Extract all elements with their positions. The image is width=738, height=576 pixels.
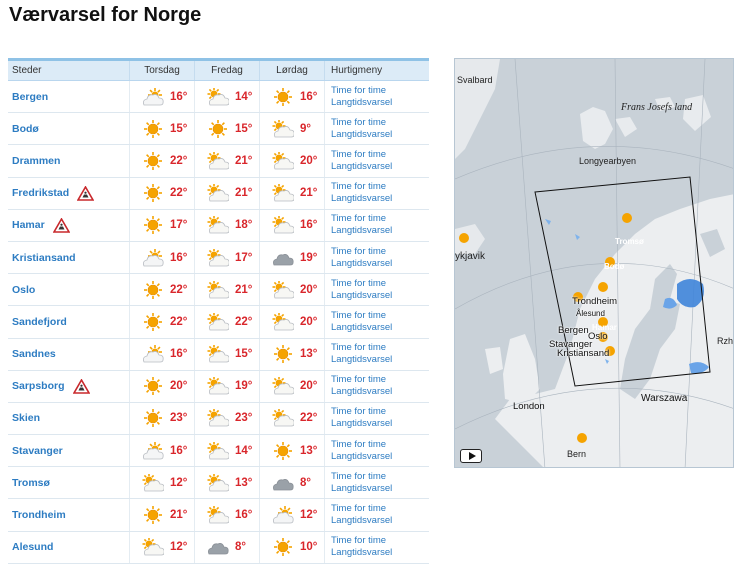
temperature: 12° bbox=[300, 509, 318, 522]
temperature: 16° bbox=[170, 90, 188, 103]
map-label-bern: Bern bbox=[567, 449, 587, 459]
long-term-forecast-link[interactable]: Langtidsvarsel bbox=[331, 547, 393, 559]
map-label-bodo: Bodø bbox=[604, 262, 625, 271]
place-link[interactable]: Sandefjord bbox=[12, 315, 67, 328]
temperature: 19° bbox=[235, 380, 253, 393]
forecast-cell[interactable] bbox=[259, 178, 324, 209]
forecast-cell[interactable] bbox=[194, 435, 259, 466]
temperature: 15° bbox=[235, 122, 253, 135]
sun-icon bbox=[272, 345, 294, 363]
long-term-forecast-link[interactable]: Langtidsvarsel bbox=[331, 386, 393, 398]
map-background bbox=[455, 59, 734, 468]
place-link[interactable]: Sandnes bbox=[12, 348, 56, 361]
place-link[interactable]: Tromsø bbox=[12, 476, 50, 489]
forecast-cell[interactable] bbox=[259, 81, 324, 112]
temperature: 23° bbox=[235, 412, 253, 425]
place-link[interactable]: Stavanger bbox=[12, 444, 63, 457]
long-term-forecast-link[interactable]: Langtidsvarsel bbox=[331, 450, 393, 462]
map-label-stavanger: Stavanger bbox=[549, 339, 593, 350]
forecast-cell[interactable] bbox=[259, 306, 324, 337]
sun-cloud-icon bbox=[207, 281, 229, 299]
map-label-reykjavik: ykjavik bbox=[455, 251, 486, 262]
place-cell bbox=[8, 435, 129, 466]
temperature: 22° bbox=[170, 154, 188, 167]
map-sun-icon bbox=[573, 429, 591, 447]
map-label-svalbard: Svalbard bbox=[457, 75, 493, 85]
temperature: 16° bbox=[300, 219, 318, 232]
map-label-frans-josef: Frans Josefs land bbox=[621, 102, 693, 113]
table-row bbox=[8, 113, 429, 145]
hour-by-hour-link[interactable]: Time for time bbox=[331, 374, 387, 386]
table-row bbox=[8, 435, 429, 467]
temperature: 22° bbox=[235, 315, 253, 328]
forecast-cell[interactable] bbox=[129, 371, 194, 402]
place-cell bbox=[8, 178, 129, 209]
hour-by-hour-link[interactable]: Time for time bbox=[331, 84, 387, 96]
place-link[interactable]: Drammen bbox=[12, 154, 61, 167]
sun-icon bbox=[272, 538, 294, 556]
map-label-london: London bbox=[513, 401, 545, 412]
place-cell bbox=[8, 403, 129, 434]
map-label-alesund: Ålesund bbox=[576, 309, 605, 318]
forecast-cell[interactable] bbox=[129, 467, 194, 498]
sun-cloud-icon bbox=[207, 506, 229, 524]
place-link[interactable]: Bodø bbox=[12, 122, 39, 135]
temperature: 9° bbox=[300, 122, 311, 135]
temperature: 21° bbox=[170, 509, 188, 522]
sun-icon bbox=[142, 216, 164, 234]
temperature: 22° bbox=[300, 412, 318, 425]
table-row bbox=[8, 145, 429, 177]
forecast-table bbox=[8, 58, 429, 564]
map-label-trondheim: Trondheim bbox=[572, 296, 618, 307]
forecast-cell[interactable] bbox=[259, 274, 324, 305]
forecast-cell[interactable] bbox=[259, 435, 324, 466]
map-label-longyearbyen: Longyearbyen bbox=[579, 156, 637, 166]
temperature: 10° bbox=[300, 541, 318, 554]
table-row bbox=[8, 210, 429, 242]
hour-by-hour-link[interactable]: Time for time bbox=[331, 245, 387, 257]
table-row bbox=[8, 499, 429, 531]
place-link[interactable]: Sarpsborg bbox=[12, 380, 65, 393]
forecast-cell[interactable] bbox=[259, 242, 324, 273]
forecast-cell[interactable] bbox=[129, 145, 194, 176]
temperature: 18° bbox=[235, 219, 253, 232]
quickmenu-cell bbox=[324, 339, 429, 370]
forecast-cell[interactable] bbox=[259, 532, 324, 563]
forecast-cell[interactable] bbox=[194, 242, 259, 273]
cloud-icon bbox=[272, 474, 294, 492]
forecast-cell[interactable] bbox=[194, 274, 259, 305]
place-cell bbox=[8, 532, 129, 563]
quickmenu-cell bbox=[324, 242, 429, 273]
hour-by-hour-link[interactable]: Time for time bbox=[331, 406, 387, 418]
sun-cloud-icon bbox=[207, 345, 229, 363]
sun-cloud-icon bbox=[272, 377, 294, 395]
table-row bbox=[8, 242, 429, 274]
long-term-forecast-link[interactable]: Langtidsvarsel bbox=[331, 225, 393, 237]
forecast-cell[interactable] bbox=[129, 210, 194, 241]
temperature: 13° bbox=[300, 348, 318, 361]
forecast-cell[interactable] bbox=[129, 403, 194, 434]
weather-map[interactable] bbox=[454, 58, 734, 468]
forecast-cell[interactable] bbox=[129, 178, 194, 209]
partly-sunny-icon bbox=[142, 442, 164, 460]
table-row bbox=[8, 403, 429, 435]
forecast-cell[interactable] bbox=[259, 113, 324, 144]
place-cell bbox=[8, 499, 129, 530]
long-term-forecast-link[interactable]: Langtidsvarsel bbox=[331, 193, 393, 205]
temperature: 17° bbox=[235, 251, 253, 264]
forecast-cell[interactable] bbox=[259, 403, 324, 434]
forecast-cell[interactable] bbox=[194, 403, 259, 434]
forecast-cell[interactable] bbox=[129, 113, 194, 144]
sun-icon bbox=[142, 313, 164, 331]
quickmenu-cell bbox=[324, 467, 429, 498]
forecast-cell[interactable] bbox=[194, 210, 259, 241]
temperature: 20° bbox=[300, 154, 318, 167]
hour-by-hour-link[interactable]: Time for time bbox=[331, 342, 387, 354]
temperature: 22° bbox=[170, 315, 188, 328]
quickmenu-cell bbox=[324, 210, 429, 241]
long-term-forecast-link[interactable]: Langtidsvarsel bbox=[331, 482, 393, 494]
place-cell bbox=[8, 210, 129, 241]
sun-icon bbox=[207, 120, 229, 138]
temperature: 21° bbox=[235, 283, 253, 296]
temperature: 16° bbox=[300, 90, 318, 103]
map-label-rzh: Rzh bbox=[717, 336, 734, 346]
temperature: 22° bbox=[170, 187, 188, 200]
temperature: 22° bbox=[170, 283, 188, 296]
play-icon bbox=[469, 452, 476, 460]
forecast-cell[interactable] bbox=[129, 81, 194, 112]
temperature: 21° bbox=[235, 154, 253, 167]
sun-icon bbox=[272, 88, 294, 106]
long-term-forecast-link[interactable]: Langtidsvarsel bbox=[331, 289, 393, 301]
map-label-hamar: Hamar bbox=[592, 323, 617, 332]
temperature: 20° bbox=[300, 380, 318, 393]
temperature: 8° bbox=[300, 476, 311, 489]
map-sun-icon bbox=[595, 279, 611, 295]
sun-cloud-icon bbox=[272, 281, 294, 299]
forecast-cell[interactable] bbox=[194, 339, 259, 370]
forecast-cell[interactable] bbox=[194, 306, 259, 337]
quickmenu-cell bbox=[324, 371, 429, 402]
place-link[interactable]: Skien bbox=[12, 412, 41, 425]
map-label-kristiansand: Kristiansand bbox=[557, 348, 610, 359]
forecast-cell[interactable] bbox=[259, 499, 324, 530]
long-term-forecast-link[interactable]: Langtidsvarsel bbox=[331, 515, 393, 527]
forecast-cell[interactable] bbox=[194, 145, 259, 176]
place-link[interactable]: Trondheim bbox=[12, 509, 66, 522]
forecast-cell[interactable] bbox=[129, 242, 194, 273]
sun-icon bbox=[142, 377, 164, 395]
long-term-forecast-link[interactable]: Langtidsvarsel bbox=[331, 160, 393, 172]
place-cell bbox=[8, 339, 129, 370]
sun-cloud-icon bbox=[207, 88, 229, 106]
map-sun-icon bbox=[455, 229, 473, 247]
sun-icon bbox=[272, 442, 294, 460]
quickmenu-cell bbox=[324, 274, 429, 305]
table-row bbox=[8, 274, 429, 306]
sun-cloud-icon bbox=[272, 152, 294, 170]
quickmenu-cell bbox=[324, 403, 429, 434]
temperature: 16° bbox=[170, 444, 188, 457]
temperature: 20° bbox=[300, 315, 318, 328]
table-row bbox=[8, 178, 429, 210]
place-link[interactable]: Fredrikstad bbox=[12, 187, 70, 200]
table-row bbox=[8, 339, 429, 371]
sun-icon bbox=[142, 281, 164, 299]
temperature: 21° bbox=[235, 187, 253, 200]
forecast-cell[interactable] bbox=[259, 145, 324, 176]
sun-cloud-icon bbox=[207, 249, 229, 267]
sun-cloud-icon bbox=[207, 474, 229, 492]
place-link[interactable]: Alesund bbox=[12, 541, 54, 554]
temperature: 20° bbox=[170, 380, 188, 393]
hour-by-hour-link[interactable]: Time for time bbox=[331, 503, 387, 515]
place-cell bbox=[8, 242, 129, 273]
cloud-icon bbox=[207, 538, 229, 556]
table-row bbox=[8, 81, 429, 113]
sun-cloud-icon bbox=[207, 377, 229, 395]
sun-icon bbox=[142, 409, 164, 427]
header-friday: Fredag bbox=[194, 61, 259, 80]
map-label-oslo: Oslo bbox=[588, 331, 608, 342]
partly-sunny-icon bbox=[142, 249, 164, 267]
map-sun-icon bbox=[618, 209, 636, 227]
map-label-bergen: Bergen bbox=[558, 325, 589, 336]
temperature: 16° bbox=[235, 509, 253, 522]
map-label-tromso: Tromsø bbox=[615, 237, 644, 246]
partly-sunny-icon bbox=[142, 345, 164, 363]
table-row bbox=[8, 467, 429, 499]
temperature: 23° bbox=[170, 412, 188, 425]
hour-by-hour-link[interactable]: Time for time bbox=[331, 470, 387, 482]
sun-cloud-icon bbox=[207, 152, 229, 170]
forecast-cell[interactable] bbox=[194, 81, 259, 112]
temperature: 19° bbox=[300, 251, 318, 264]
sun-cloud-icon bbox=[272, 216, 294, 234]
hour-by-hour-link[interactable]: Time for time bbox=[331, 535, 387, 547]
warning-triangle-icon[interactable] bbox=[73, 379, 90, 394]
header-saturday: Lørdag bbox=[259, 61, 324, 80]
sun-cloud-icon bbox=[142, 538, 164, 556]
place-cell bbox=[8, 371, 129, 402]
temperature: 12° bbox=[170, 476, 188, 489]
temperature: 15° bbox=[235, 348, 253, 361]
quickmenu-cell bbox=[324, 113, 429, 144]
table-row bbox=[8, 532, 429, 564]
table-row bbox=[8, 306, 429, 338]
place-link[interactable]: Oslo bbox=[12, 283, 36, 296]
table-header bbox=[8, 61, 429, 81]
temperature: 20° bbox=[300, 283, 318, 296]
forecast-cell[interactable] bbox=[194, 467, 259, 498]
sun-cloud-icon bbox=[142, 474, 164, 492]
sun-cloud-icon bbox=[272, 184, 294, 202]
long-term-forecast-link[interactable]: Langtidsvarsel bbox=[331, 128, 393, 140]
forecast-cell[interactable] bbox=[129, 274, 194, 305]
sun-cloud-icon bbox=[207, 313, 229, 331]
place-cell bbox=[8, 467, 129, 498]
table-body bbox=[8, 81, 429, 564]
forecast-cell[interactable] bbox=[259, 467, 324, 498]
forecast-cell[interactable] bbox=[194, 113, 259, 144]
sun-cloud-icon bbox=[272, 120, 294, 138]
forecast-cell[interactable] bbox=[129, 339, 194, 370]
play-animation-button[interactable] bbox=[460, 449, 482, 463]
long-term-forecast-link[interactable]: Langtidsvarsel bbox=[331, 257, 393, 269]
sun-icon bbox=[142, 506, 164, 524]
header-quickmenu: Hurtigmeny bbox=[324, 61, 429, 80]
quickmenu-cell bbox=[324, 435, 429, 466]
sun-cloud-icon bbox=[207, 409, 229, 427]
forecast-cell[interactable] bbox=[259, 210, 324, 241]
hour-by-hour-link[interactable]: Time for time bbox=[331, 116, 387, 128]
temperature: 16° bbox=[170, 251, 188, 264]
long-term-forecast-link[interactable]: Langtidsvarsel bbox=[331, 321, 393, 333]
sun-cloud-icon bbox=[207, 216, 229, 234]
temperature: 8° bbox=[235, 541, 246, 554]
place-cell bbox=[8, 113, 129, 144]
partly-sunny-icon bbox=[142, 88, 164, 106]
forecast-cell[interactable] bbox=[129, 306, 194, 337]
sun-icon bbox=[142, 152, 164, 170]
sun-icon bbox=[142, 184, 164, 202]
hour-by-hour-link[interactable]: Time for time bbox=[331, 309, 387, 321]
quickmenu-cell bbox=[324, 145, 429, 176]
sun-icon bbox=[142, 120, 164, 138]
forecast-cell[interactable] bbox=[194, 371, 259, 402]
place-link[interactable]: Kristiansand bbox=[12, 251, 76, 264]
hour-by-hour-link[interactable]: Time for time bbox=[331, 277, 387, 289]
sun-cloud-icon bbox=[272, 409, 294, 427]
hour-by-hour-link[interactable]: Time for time bbox=[331, 438, 387, 450]
forecast-cell[interactable] bbox=[129, 435, 194, 466]
temperature: 13° bbox=[235, 476, 253, 489]
partly-sunny-icon bbox=[272, 506, 294, 524]
place-cell bbox=[8, 145, 129, 176]
temperature: 12° bbox=[170, 541, 188, 554]
hour-by-hour-link[interactable]: Time for time bbox=[331, 148, 387, 160]
quickmenu-cell bbox=[324, 306, 429, 337]
quickmenu-cell bbox=[324, 499, 429, 530]
sun-cloud-icon bbox=[207, 442, 229, 460]
map-label-warszawa: Warszawa bbox=[641, 393, 688, 404]
header-thursday: Torsdag bbox=[129, 61, 194, 80]
temperature: 21° bbox=[300, 187, 318, 200]
forecast-cell[interactable] bbox=[259, 339, 324, 370]
forecast-cell[interactable] bbox=[194, 532, 259, 563]
sun-cloud-icon bbox=[207, 184, 229, 202]
warning-triangle-icon[interactable] bbox=[53, 218, 70, 233]
place-link[interactable]: Bergen bbox=[12, 90, 49, 103]
warning-triangle-icon[interactable] bbox=[77, 186, 94, 201]
forecast-cell[interactable] bbox=[194, 499, 259, 530]
forecast-cell[interactable] bbox=[129, 532, 194, 563]
table-row bbox=[8, 371, 429, 403]
quickmenu-cell bbox=[324, 81, 429, 112]
quickmenu-cell bbox=[324, 178, 429, 209]
long-term-forecast-link[interactable]: Langtidsvarsel bbox=[331, 354, 393, 366]
temperature: 13° bbox=[300, 444, 318, 457]
cloud-icon bbox=[272, 249, 294, 267]
header-places: Steder bbox=[12, 65, 42, 76]
place-link[interactable]: Hamar bbox=[12, 219, 45, 232]
temperature: 14° bbox=[235, 444, 253, 457]
long-term-forecast-link[interactable]: Langtidsvarsel bbox=[331, 96, 393, 108]
forecast-cell[interactable] bbox=[259, 371, 324, 402]
forecast-cell[interactable] bbox=[129, 499, 194, 530]
long-term-forecast-link[interactable]: Langtidsvarsel bbox=[331, 418, 393, 430]
place-cell bbox=[8, 274, 129, 305]
sun-cloud-icon bbox=[272, 313, 294, 331]
hour-by-hour-link[interactable]: Time for time bbox=[331, 213, 387, 225]
temperature: 14° bbox=[235, 90, 253, 103]
place-cell bbox=[8, 81, 129, 112]
forecast-cell[interactable] bbox=[194, 178, 259, 209]
quickmenu-cell bbox=[324, 532, 429, 563]
hour-by-hour-link[interactable]: Time for time bbox=[331, 181, 387, 193]
place-cell bbox=[8, 306, 129, 337]
page-title: Værvarsel for Norge bbox=[9, 4, 202, 26]
temperature: 17° bbox=[170, 219, 188, 232]
temperature: 16° bbox=[170, 348, 188, 361]
temperature: 15° bbox=[170, 122, 188, 135]
